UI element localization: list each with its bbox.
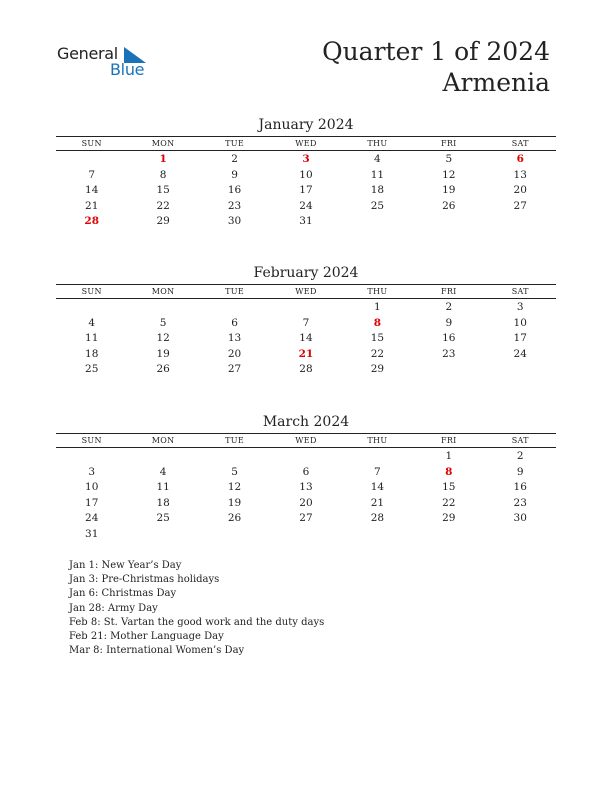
holiday-date-cell: 1 <box>159 153 167 165</box>
date-cell: 28 <box>299 363 313 375</box>
empty-day-cell <box>56 300 127 316</box>
week-row <box>56 527 556 543</box>
weekday-label: SUN <box>81 287 102 296</box>
date-cell: 16 <box>513 481 527 493</box>
weekday-label: SAT <box>511 139 529 148</box>
empty-day-cell <box>413 362 484 378</box>
date-cell: 15 <box>156 184 170 196</box>
weekday-label: MON <box>151 139 175 148</box>
holiday-note: Mar 8: International Women’s Day <box>69 645 245 657</box>
weekday-header <box>56 284 556 299</box>
holiday-note: Jan 3: Pre-Christmas holidays <box>69 574 220 586</box>
weekday-label: TUE <box>225 139 244 148</box>
empty-day-cell <box>270 300 341 316</box>
date-cell: 1 <box>374 301 381 313</box>
date-cell: 17 <box>513 332 527 344</box>
week-row <box>56 480 556 496</box>
date-cell: 31 <box>299 215 313 227</box>
date-cell: 5 <box>159 316 167 329</box>
date-cell: 26 <box>156 363 170 375</box>
date-cell: 11 <box>156 481 170 493</box>
weekday-label: THU <box>367 287 388 296</box>
empty-day-cell <box>127 527 198 543</box>
date-cell: 26 <box>227 512 242 524</box>
empty-day-cell <box>199 449 270 465</box>
empty-day-cell <box>127 449 198 465</box>
date-cell: 17 <box>85 496 99 509</box>
weekday-label: FRI <box>441 436 457 445</box>
date-cell: 24 <box>299 199 313 212</box>
date-cell: 22 <box>156 199 170 212</box>
date-cell: 14 <box>299 332 313 344</box>
weekday-label: SAT <box>511 436 529 445</box>
date-cell: 13 <box>227 332 242 344</box>
date-cell: 4 <box>159 465 167 478</box>
month-calendar-february <box>56 264 556 378</box>
date-cell: 25 <box>85 363 99 375</box>
date-cell: 9 <box>231 168 238 181</box>
generalblue-logo <box>57 44 157 84</box>
week-row <box>56 183 556 199</box>
date-cell: 6 <box>231 316 238 329</box>
week-rows <box>56 300 556 378</box>
date-cell: 19 <box>156 347 170 360</box>
date-cell: 21 <box>370 496 385 509</box>
date-cell: 19 <box>442 184 456 196</box>
month-title: January 2024 <box>258 117 354 133</box>
week-row <box>56 152 556 168</box>
empty-day-cell <box>56 152 127 168</box>
logo-text-blue: Blue <box>110 60 145 79</box>
month-title: March 2024 <box>262 414 350 430</box>
date-cell: 23 <box>442 347 456 360</box>
date-cell: 7 <box>88 168 96 181</box>
week-row <box>56 300 556 316</box>
weekday-label: WED <box>295 436 317 445</box>
country-title: Armenia <box>442 68 550 97</box>
week-row <box>56 199 556 215</box>
date-cell: 21 <box>85 199 99 212</box>
week-row <box>56 316 556 332</box>
weekday-label: WED <box>295 139 317 148</box>
date-cell: 29 <box>370 363 385 375</box>
date-cell: 2 <box>516 450 524 462</box>
date-cell: 20 <box>227 347 242 360</box>
holiday-note: Jan 1: New Year’s Day <box>69 560 182 571</box>
date-cell: 1 <box>445 450 453 462</box>
date-cell: 5 <box>445 153 453 165</box>
date-cell: 24 <box>513 347 527 360</box>
empty-day-cell <box>199 300 270 316</box>
weekday-label: TUE <box>225 436 244 445</box>
logo-text-general: General <box>57 44 118 63</box>
date-cell: 2 <box>445 301 453 313</box>
week-row <box>56 214 556 230</box>
holiday-note: Jan 6: Christmas Day <box>69 588 177 600</box>
weekday-label: FRI <box>441 287 457 296</box>
date-cell: 30 <box>227 215 242 227</box>
date-cell: 24 <box>85 512 99 524</box>
date-cell: 16 <box>227 184 242 196</box>
date-cell: 22 <box>442 496 456 509</box>
weekday-label: THU <box>367 139 388 148</box>
date-cell: 18 <box>156 496 170 509</box>
date-cell: 29 <box>442 512 456 524</box>
week-row <box>56 362 556 378</box>
date-cell: 31 <box>85 527 99 540</box>
date-cell: 13 <box>299 481 313 493</box>
date-cell: 18 <box>85 347 99 360</box>
weekday-label: FRI <box>441 139 457 148</box>
date-cell: 22 <box>370 347 385 360</box>
weekday-label: MON <box>151 436 175 445</box>
weekday-label: WED <box>295 287 317 296</box>
holiday-date-cell: 8 <box>445 465 453 478</box>
weekday-label: MON <box>151 287 175 296</box>
date-cell: 12 <box>442 168 456 181</box>
date-cell: 28 <box>370 512 385 524</box>
date-cell: 2 <box>231 153 238 165</box>
date-cell: 25 <box>156 512 170 524</box>
week-row <box>56 465 556 481</box>
holiday-note: Feb 21: Mother Language Day <box>69 631 224 643</box>
date-cell: 10 <box>513 316 527 329</box>
date-cell: 14 <box>85 184 99 196</box>
date-cell: 9 <box>516 465 524 478</box>
weekday-header <box>56 136 556 151</box>
empty-day-cell <box>342 449 413 465</box>
date-cell: 18 <box>370 184 385 196</box>
date-cell: 23 <box>513 496 527 509</box>
weekday-label: SUN <box>81 436 102 445</box>
month-calendar-january <box>56 116 556 230</box>
date-cell: 8 <box>159 168 167 181</box>
page-title <box>322 36 550 98</box>
week-row <box>56 449 556 465</box>
holiday-date-cell: 8 <box>373 316 382 329</box>
date-cell: 15 <box>442 481 456 493</box>
date-cell: 4 <box>88 316 96 329</box>
holiday-date-cell: 21 <box>298 347 314 360</box>
date-cell: 27 <box>299 512 313 524</box>
week-row <box>56 168 556 184</box>
date-cell: 12 <box>156 332 170 344</box>
week-row <box>56 496 556 512</box>
empty-day-cell <box>270 449 341 465</box>
date-cell: 30 <box>513 512 527 524</box>
empty-day-cell <box>127 300 198 316</box>
date-cell: 20 <box>299 496 313 509</box>
empty-day-cell <box>342 527 413 543</box>
date-cell: 9 <box>445 316 453 329</box>
weekday-label: TUE <box>225 287 244 296</box>
date-cell: 25 <box>370 199 385 212</box>
weekday-label: SUN <box>81 139 102 148</box>
empty-day-cell <box>342 214 413 230</box>
date-cell: 4 <box>374 153 381 165</box>
empty-day-cell <box>199 527 270 543</box>
date-cell: 29 <box>156 215 170 227</box>
date-cell: 3 <box>88 465 96 478</box>
month-calendar-march <box>56 413 556 542</box>
date-cell: 15 <box>370 332 385 344</box>
week-row <box>56 331 556 347</box>
date-cell: 6 <box>302 465 310 478</box>
date-cell: 14 <box>370 481 385 493</box>
date-cell: 5 <box>231 465 238 478</box>
holiday-date-cell: 6 <box>516 153 524 165</box>
empty-day-cell <box>413 214 484 230</box>
date-cell: 17 <box>299 184 313 196</box>
empty-day-cell <box>485 214 556 230</box>
date-cell: 10 <box>85 481 99 493</box>
empty-day-cell <box>270 527 341 543</box>
date-cell: 16 <box>442 332 456 344</box>
date-cell: 3 <box>516 301 524 313</box>
date-cell: 13 <box>513 168 527 181</box>
week-rows <box>56 449 556 542</box>
date-cell: 11 <box>85 332 99 344</box>
date-cell: 10 <box>299 168 313 181</box>
weekday-header <box>56 433 556 448</box>
holiday-note: Feb 8: St. Vartan the good work and the duty days <box>69 616 325 628</box>
date-cell: 11 <box>370 168 385 181</box>
date-cell: 27 <box>513 199 527 212</box>
date-cell: 7 <box>374 465 381 478</box>
holiday-notes <box>69 559 324 658</box>
date-cell: 26 <box>442 199 456 212</box>
empty-day-cell <box>485 362 556 378</box>
week-rows <box>56 152 556 230</box>
empty-day-cell <box>413 527 484 543</box>
date-cell: 7 <box>302 316 310 329</box>
empty-day-cell <box>485 527 556 543</box>
weekday-label: THU <box>367 436 388 445</box>
date-cell: 20 <box>513 184 527 196</box>
empty-day-cell <box>56 449 127 465</box>
holiday-note: Jan 28: Army Day <box>69 602 158 614</box>
holiday-date-cell: 28 <box>84 215 100 227</box>
date-cell: 12 <box>227 481 242 493</box>
quarter-title: Quarter 1 of 2024 <box>322 37 550 66</box>
month-title: February 2024 <box>253 265 359 281</box>
holiday-date-cell: 3 <box>302 153 310 165</box>
weekday-label: SAT <box>511 287 529 296</box>
week-row <box>56 347 556 363</box>
week-row <box>56 511 556 527</box>
date-cell: 27 <box>227 363 242 375</box>
date-cell: 23 <box>227 199 242 212</box>
date-cell: 19 <box>227 496 242 509</box>
